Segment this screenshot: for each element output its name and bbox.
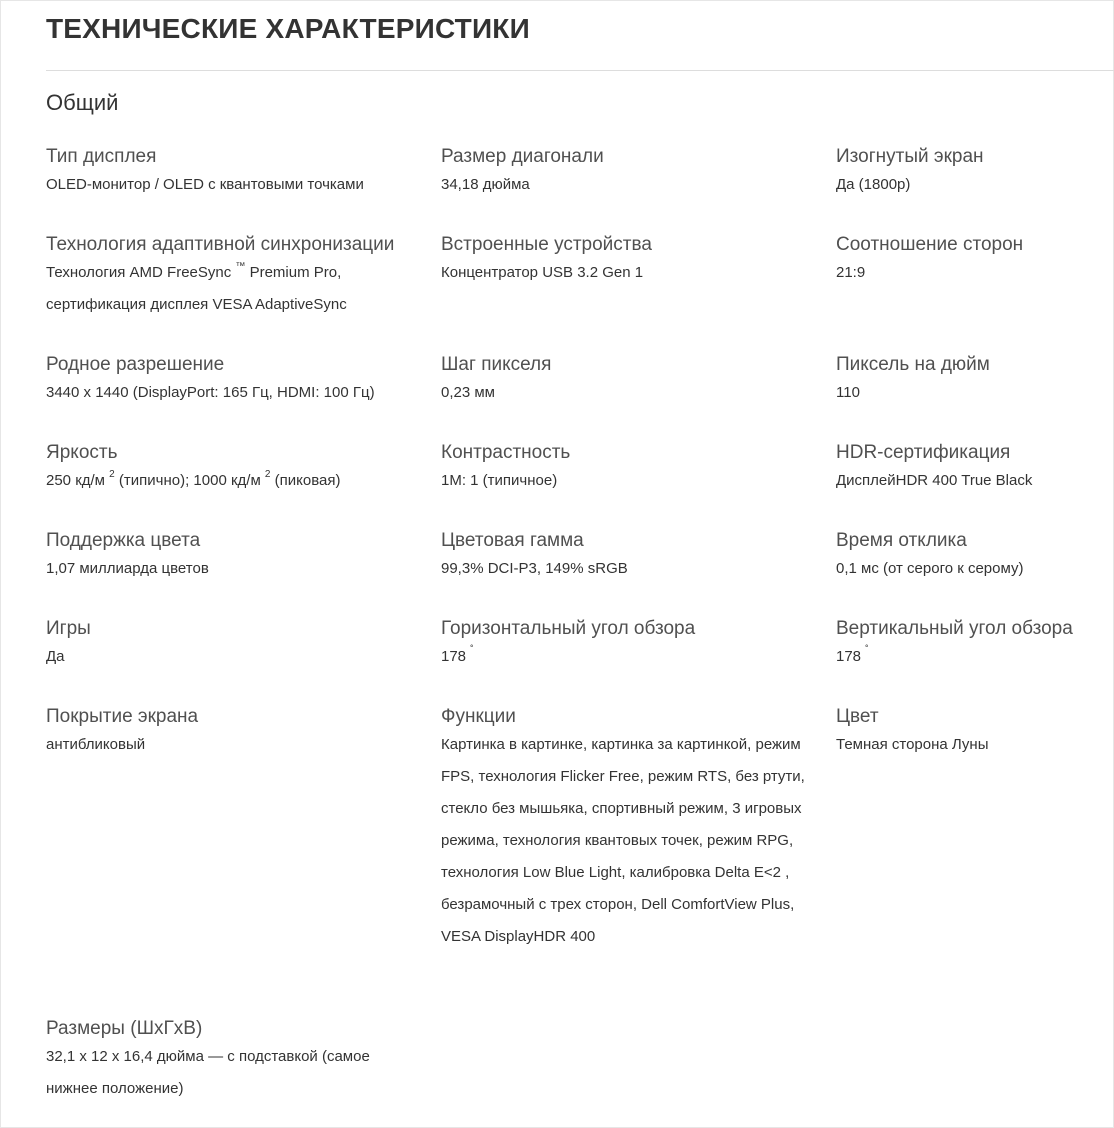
spec-color-gamut xyxy=(441,529,821,579)
squared-superscript: 2 xyxy=(109,469,115,480)
spec-label: Шаг пикселя xyxy=(441,354,552,375)
spec-vertical-angle xyxy=(836,617,1114,667)
spec-label: Размеры (ШхГхВ) xyxy=(46,1018,203,1039)
spec-features xyxy=(441,705,816,953)
spec-color xyxy=(836,705,1114,755)
spec-label: Яркость xyxy=(46,442,118,463)
spec-dimensions xyxy=(46,1017,411,1105)
spec-label: Горизонтальный угол обзора xyxy=(441,618,696,639)
spec-curved xyxy=(836,145,1114,195)
spec-value xyxy=(46,471,426,491)
degree-superscript: ˚ xyxy=(865,645,869,656)
spec-value xyxy=(836,647,1114,667)
spec-value-text: 178 xyxy=(836,648,866,665)
spec-label: Соотношение сторон xyxy=(836,234,1024,255)
spec-value: 34,18 дюйма xyxy=(441,176,530,193)
spec-label: Покрытие экрана xyxy=(46,706,199,727)
spec-label: Время отклика xyxy=(836,530,967,551)
spec-value-text: Технология AMD FreeSync xyxy=(46,264,232,281)
spec-value xyxy=(46,257,426,321)
spec-label: Пиксель на дюйм xyxy=(836,354,990,375)
spec-value: 32,1 x 12 x 16,4 дюйма — с подставкой (самое нижнее положение) xyxy=(46,1048,370,1097)
spec-display-type xyxy=(46,145,426,195)
spec-pixel-pitch xyxy=(441,353,821,403)
spec-value: 110 xyxy=(836,384,860,401)
spec-label: Функции xyxy=(441,706,516,727)
spec-value: Концентратор USB 3.2 Gen 1 xyxy=(441,264,644,281)
spec-value-text: Premium Pro, сертификация дисплея VESA AdaptiveSync xyxy=(46,264,347,313)
spec-value-text: (типично); 1000 кд/м xyxy=(114,472,265,489)
spec-label: Тип дисплея xyxy=(46,146,157,167)
spec-label: Цветовая гамма xyxy=(441,530,584,551)
spec-value: 21:9 xyxy=(836,264,866,281)
spec-response-time xyxy=(836,529,1114,579)
trademark-superscript: ™ xyxy=(235,261,246,272)
spec-ppi xyxy=(836,353,1114,403)
spec-value: Да (1800р) xyxy=(836,176,911,193)
spec-diagonal xyxy=(441,145,821,195)
spec-value-text: 250 кд/м xyxy=(46,472,110,489)
spec-label: Встроенные устройства xyxy=(441,234,652,255)
spec-value: 99,3% DCI-P3, 149% sRGB xyxy=(441,560,628,577)
spec-resolution xyxy=(46,353,426,403)
spec-brightness xyxy=(46,441,426,491)
degree-superscript: ˚ xyxy=(470,645,474,656)
section-title: Общий xyxy=(46,90,119,115)
spec-value: 0,23 мм xyxy=(441,384,495,401)
spec-label: Родное разрешение xyxy=(46,354,225,375)
spec-value: Да xyxy=(46,648,65,665)
spec-value: Темная сторона Луны xyxy=(836,736,989,753)
spec-value: ДисплейHDR 400 True Black xyxy=(836,472,1033,489)
spec-color-support xyxy=(46,529,426,579)
spec-hdr xyxy=(836,441,1114,491)
spec-value: антибликовый xyxy=(46,736,146,753)
spec-label: Технология адаптивной синхронизации xyxy=(46,234,395,255)
spec-value xyxy=(441,647,821,667)
spec-value: 0,1 мс (от серого к серому) xyxy=(836,560,1024,577)
spec-label: Вертикальный угол обзора xyxy=(836,618,1073,639)
spec-horizontal-angle xyxy=(441,617,821,667)
spec-gaming xyxy=(46,617,426,667)
squared-superscript: 2 xyxy=(264,469,271,480)
spec-value: 3440 x 1440 (DisplayPort: 165 Гц, HDMI: 100 Гц) xyxy=(46,384,375,401)
spec-label: Игры xyxy=(46,618,91,639)
spec-builtin-devices xyxy=(441,233,821,283)
spec-value: 1,07 миллиарда цветов xyxy=(46,560,209,577)
spec-value-text: 178 xyxy=(441,648,471,665)
spec-label: HDR-сертификация xyxy=(836,442,1011,463)
spec-label: Размер диагонали xyxy=(441,146,604,167)
title-divider xyxy=(46,70,1114,71)
spec-value-text: (пиковая) xyxy=(270,472,341,489)
spec-label: Поддержка цвета xyxy=(46,530,201,551)
spec-label: Контрастность xyxy=(441,442,571,463)
spec-label: Изогнутый экран xyxy=(836,146,984,167)
spec-aspect-ratio xyxy=(836,233,1114,283)
spec-coating xyxy=(46,705,426,755)
spec-adaptive-sync xyxy=(46,233,426,321)
spec-value: Картинка в картинке, картинка за картинкой, режим FPS, технология Flicker Free, режим RTS, без ртути, стекло без мышьяка, спортивный режим, 3 игровых режима, технология квантовых точек, режим RPG, технология Low Blue Light, калибровка Delta E<2 , безрамочный с трех сторон, Dell ComfortView Plus, VESA DisplayHDR 400 xyxy=(441,736,805,945)
spec-contrast xyxy=(441,441,821,491)
page-title: ТЕХНИЧЕСКИЕ ХАРАКТЕРИСТИКИ xyxy=(46,13,530,44)
spec-value: 1M: 1 (типичное) xyxy=(441,472,558,489)
spec-value: OLED-монитор / OLED с квантовыми точками xyxy=(46,176,364,193)
spec-label: Цвет xyxy=(836,706,879,727)
